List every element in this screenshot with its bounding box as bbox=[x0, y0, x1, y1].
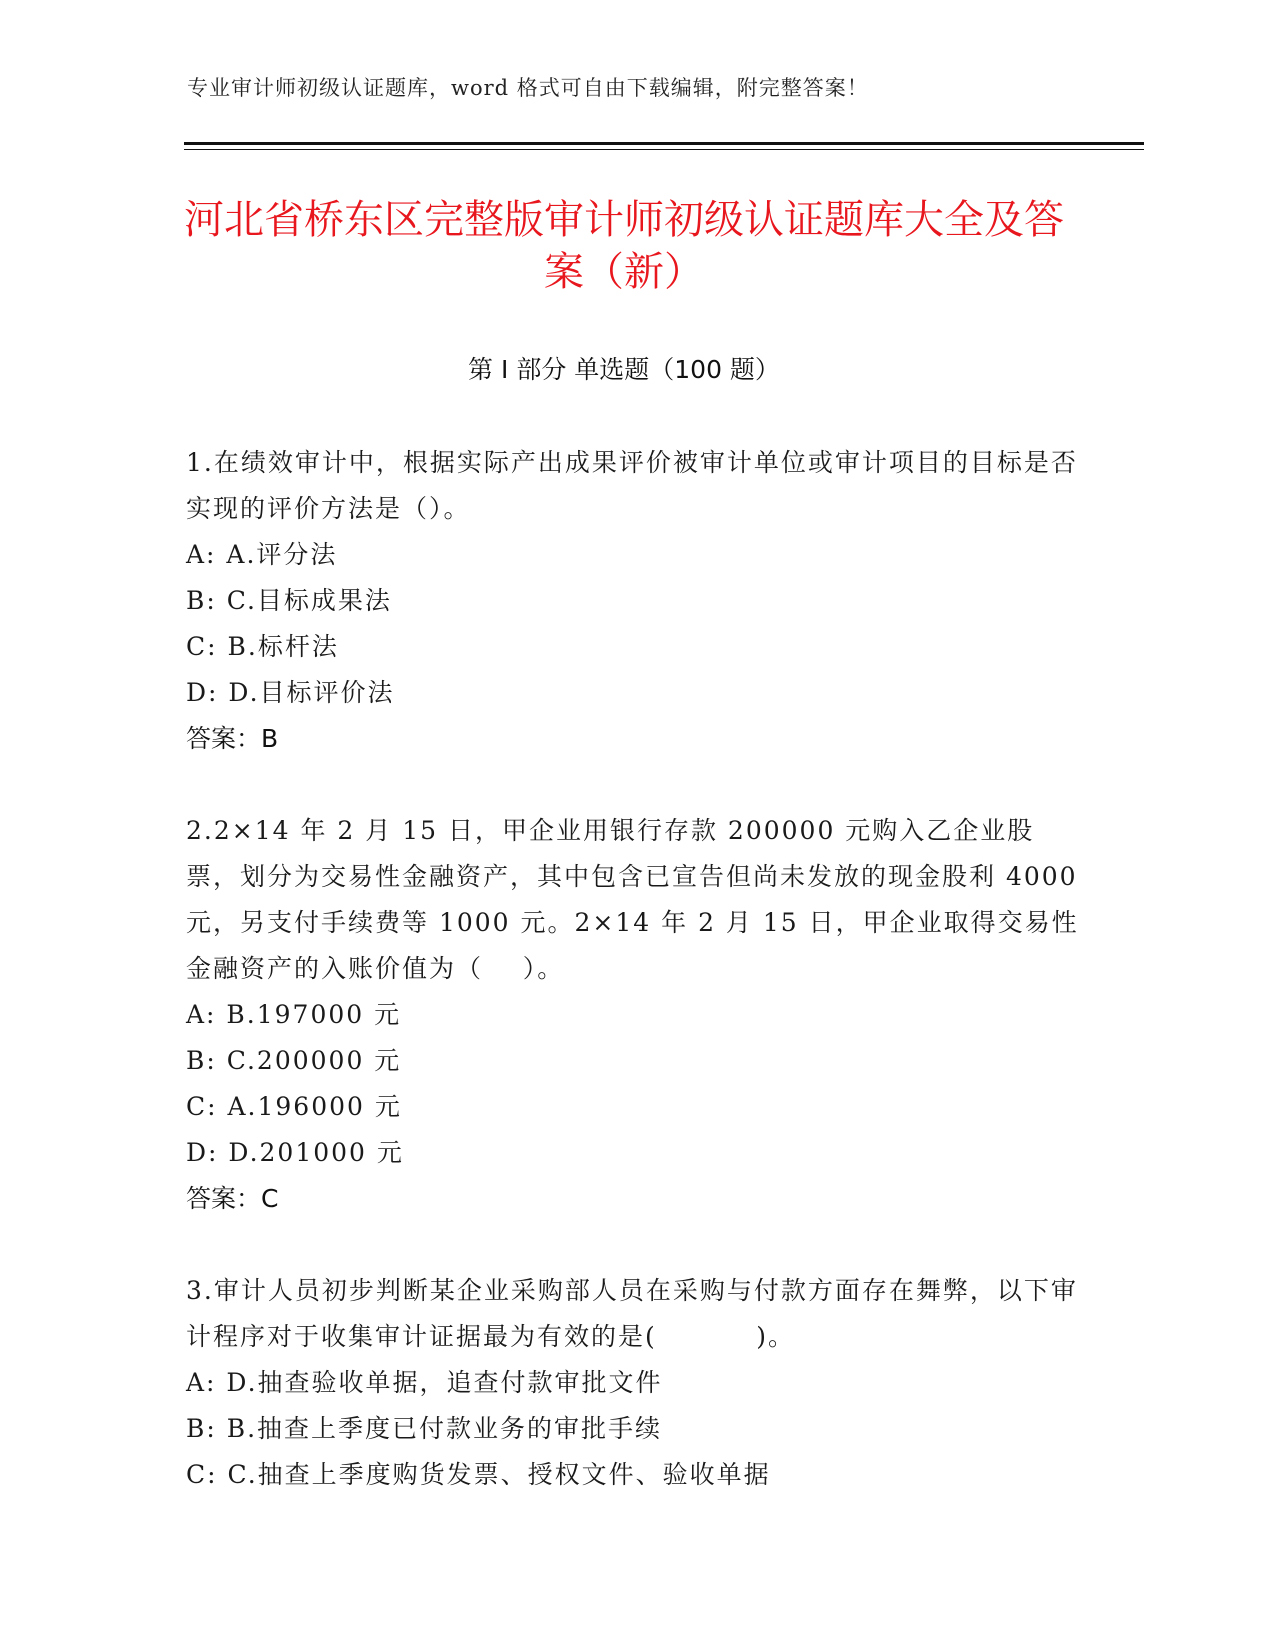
question-3 bbox=[186, 1268, 1086, 1498]
question-stem: 2.2×14 年 2 月 15 日，甲企业用银行存款 200000 元购入乙企业股票，划分为交易性金融资产，其中包含已宣告但尚未发放的现金股利 4000 元，另支付手续费等 1000 元。2×14 年 2 月 15 日，甲企业取得交易性金融资产的入账价值为（ ）。 bbox=[186, 816, 1088, 983]
question-2 bbox=[186, 808, 1086, 1222]
question-option: C: C.抽查上季度购货发票、授权文件、验收单据 bbox=[186, 1460, 771, 1489]
question-1 bbox=[186, 440, 1086, 762]
question-option: B: C.200000 元 bbox=[186, 1046, 402, 1075]
header-note: 专业审计师初级认证题库，word 格式可自由下载编辑，附完整答案！ bbox=[187, 76, 869, 100]
header-rule-thin bbox=[184, 149, 1144, 150]
question-option: D: D.201000 元 bbox=[186, 1138, 404, 1167]
question-answer: 答案：B bbox=[186, 724, 279, 753]
document-title: 河北省桥东区完整版审计师初级认证题库大全及答案（新） bbox=[184, 197, 1064, 295]
question-option: C: B.标杆法 bbox=[186, 632, 339, 661]
question-stem: 1.在绩效审计中，根据实际产出成果评价被审计单位或审计项目的目标是否实现的评价方法是（）。 bbox=[186, 448, 1078, 523]
question-option: C: A.196000 元 bbox=[186, 1092, 402, 1121]
question-option: A: D.抽查验收单据，追查付款审批文件 bbox=[186, 1368, 663, 1397]
header-rule-thick bbox=[184, 142, 1144, 145]
section-title: 第 I 部分 单选题（100 题） bbox=[468, 355, 780, 384]
question-option: D: D.目标评价法 bbox=[186, 678, 395, 707]
question-option: B: C.目标成果法 bbox=[186, 586, 392, 615]
question-option: A: A.评分法 bbox=[186, 540, 338, 569]
question-answer: 答案：C bbox=[186, 1184, 279, 1213]
question-option: B: B.抽查上季度已付款业务的审批手续 bbox=[186, 1414, 663, 1443]
question-list bbox=[186, 440, 1086, 1544]
question-option: A: B.197000 元 bbox=[186, 1000, 402, 1029]
question-stem: 3.审计人员初步判断某企业采购部人员在采购与付款方面存在舞弊，以下审计程序对于收集审计证据最为有效的是( )。 bbox=[186, 1276, 1078, 1351]
